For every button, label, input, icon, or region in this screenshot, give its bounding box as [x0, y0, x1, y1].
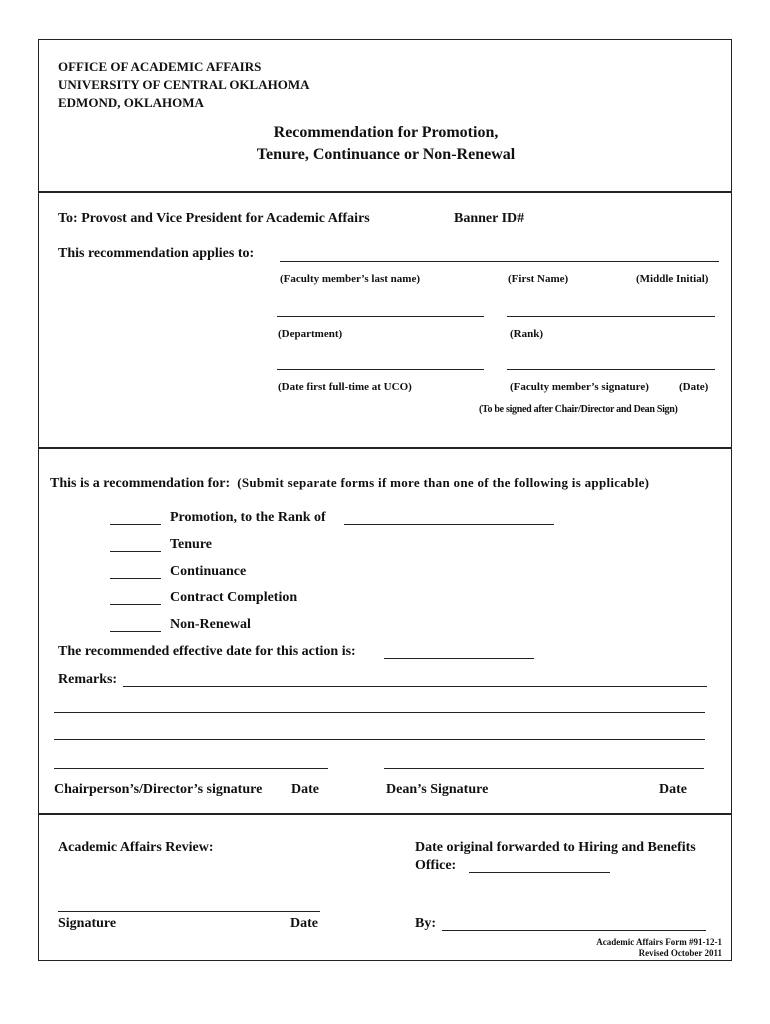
rank-caption: (Rank) — [510, 328, 544, 340]
faculty-signature-field[interactable] — [507, 369, 715, 370]
promotion-rank-field[interactable] — [344, 524, 554, 525]
applies-to-label: This recommendation applies to: — [58, 246, 255, 261]
option-label: Promotion, to the Rank of — [170, 510, 326, 525]
first-name-caption: (First Name) — [508, 273, 569, 285]
continuance-check-field[interactable] — [110, 578, 161, 579]
forwarded-label-line2: Office: — [415, 858, 457, 873]
department-field[interactable] — [277, 316, 484, 317]
forwarded-label-line1: Date original forwarded to Hiring and Benefits — [415, 840, 696, 855]
tenure-check-field[interactable] — [110, 551, 161, 552]
remarks-field-line[interactable] — [54, 712, 705, 713]
forwarded-date-field[interactable] — [469, 872, 610, 873]
university-name: UNIVERSITY OF CENTRAL OKLAHOMA — [58, 77, 310, 92]
faculty-name-field[interactable] — [280, 261, 719, 262]
effective-date-field[interactable] — [384, 658, 534, 659]
middle-initial-caption: (Middle Initial) — [636, 273, 709, 285]
aa-date-label: Date — [290, 916, 318, 931]
effective-date-label: The recommended effective date for this action is: — [58, 644, 356, 659]
recommendation-intro-note: (Submit separate forms if more than one of the following is applicable) — [237, 475, 650, 490]
option-label: Contract Completion — [170, 590, 298, 605]
by-field[interactable] — [442, 930, 706, 931]
academic-affairs-review-label: Academic Affairs Review: — [58, 840, 214, 855]
remarks-label: Remarks: — [58, 672, 118, 687]
form-title-line1: Recommendation for Promotion, — [273, 124, 499, 141]
chair-signature-label: Chairperson’s/Director’s signature — [54, 782, 263, 797]
remarks-field-line[interactable] — [123, 686, 707, 687]
chair-signature-field[interactable] — [54, 768, 328, 769]
rank-field[interactable] — [507, 316, 715, 317]
office-name: OFFICE OF ACADEMIC AFFAIRS — [58, 59, 262, 74]
banner-id-label: Banner ID# — [454, 211, 525, 226]
date-first-caption: (Date first full-time at UCO) — [278, 381, 412, 393]
recommendation-intro-label: This is a recommendation for: — [50, 476, 231, 491]
dean-signature-label: Dean’s Signature — [386, 782, 489, 797]
department-caption: (Department) — [278, 328, 343, 340]
section-divider — [39, 191, 731, 193]
form-number: Academic Affairs Form #91-12-1 — [596, 937, 722, 947]
revision-date: Revised October 2011 — [638, 948, 722, 958]
by-label: By: — [415, 916, 436, 931]
chair-date-label: Date — [291, 782, 319, 797]
promotion-check-field[interactable] — [110, 524, 161, 525]
recommendation-form — [38, 39, 732, 961]
last-name-caption: (Faculty member’s last name) — [280, 273, 421, 285]
aa-signature-field[interactable] — [58, 911, 320, 912]
faculty-date-caption: (Date) — [679, 381, 709, 393]
section-divider — [39, 813, 731, 815]
form-title-line2: Tenure, Continuance or Non-Renewal — [256, 146, 516, 163]
remarks-field-line[interactable] — [54, 739, 705, 740]
to-label: To: Provost and Vice President for Academic Affairs — [58, 211, 370, 226]
date-first-field[interactable] — [277, 369, 484, 370]
option-label: Non-Renewal — [170, 617, 251, 632]
faculty-signature-caption: (Faculty member’s signature) — [510, 381, 649, 393]
option-label: Tenure — [170, 537, 213, 552]
non-renewal-check-field[interactable] — [110, 631, 161, 632]
section-divider — [39, 447, 731, 449]
contract-completion-check-field[interactable] — [110, 604, 161, 605]
sign-order-note: (To be signed after Chair/Director and Dean Sign) — [479, 404, 678, 415]
dean-signature-field[interactable] — [384, 768, 704, 769]
recommendation-intro — [50, 475, 649, 492]
location: EDMOND, OKLAHOMA — [58, 95, 204, 110]
option-label: Continuance — [170, 564, 247, 579]
dean-date-label: Date — [659, 782, 687, 797]
aa-signature-label: Signature — [58, 916, 117, 931]
